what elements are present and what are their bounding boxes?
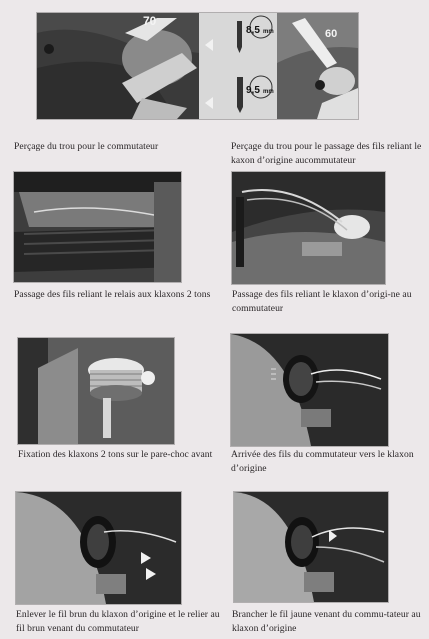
caption-step-8: Brancher le fil jaune venant du commu-tateur au klaxon d’origine [232,609,421,634]
drill-bit-unit-1: mm [263,29,274,35]
caption-step-6: Arrivée des fils du commutateur vers le klaxon d’origine [231,449,414,474]
twin-horns-bumper-photo [18,338,174,444]
wires-original-horn-photo [231,334,388,446]
caption-step-7: Enlever le fil brun du klaxon d’origine et le relier au fil brun venant du commutateur [16,609,220,634]
caption-step-2: Perçage du trou pour le passage des fils reliant le kaxon d’origine aucommutateur [231,141,422,166]
drill-bit-unit-2: mm [263,89,274,95]
caption-step-4: Passage des fils reliant le klaxon d’origi-ne au commutateur [232,289,412,314]
caption-step-3: Passage des fils reliant le relais aux klaxons 2 tons [14,289,211,300]
wires-horn-switch-photo [232,172,385,284]
angle-label-right: 60 [325,28,338,40]
drill-bit-label-2: 9,5 [246,85,260,96]
brown-wire-horn-photo [16,492,181,604]
yellow-wire-horn-photo [234,492,388,602]
angle-label-left: 70 [143,14,157,28]
caption-step-5: Fixation des klaxons 2 tons sur le pare-choc avant [18,449,213,460]
drilling-photo-composite [37,13,358,119]
wires-rear-seat-photo [14,172,181,282]
caption-step-1: Perçage du trou pour le commutateur [14,141,159,152]
drill-bit-label-1: 8,5 [246,25,260,36]
